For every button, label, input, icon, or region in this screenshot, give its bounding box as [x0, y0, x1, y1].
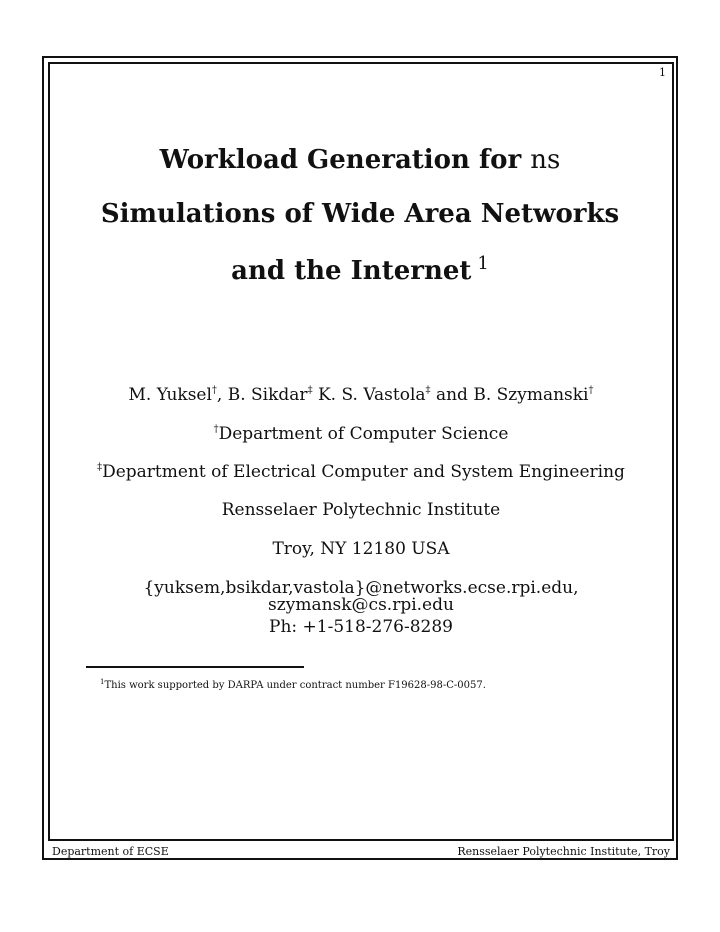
author-sikdar: , B. Sikdar	[216, 385, 308, 405]
author-mark: ‡	[307, 385, 313, 396]
author-mark: †	[211, 385, 217, 396]
phone-number: Ph: +1-518-276-8289	[269, 617, 453, 637]
email-list: {yuksem,bsikdar,vastola}@networks.ecse.rpi.edu, szymansk@cs.rpi.edu	[143, 578, 579, 615]
author-list	[48, 386, 674, 404]
address: Troy, NY 12180 USA	[272, 539, 450, 559]
title-line-3-text: and the Internet	[231, 256, 472, 286]
title-ns-text: ns	[530, 145, 561, 175]
footer-department: Department of ECSE	[52, 845, 169, 858]
author-mark: †	[588, 385, 594, 396]
title-line-3	[60, 255, 660, 284]
title-line-1	[60, 147, 660, 173]
affiliation-cs	[48, 425, 674, 443]
affiliation-ecse	[48, 463, 674, 481]
inner-frame	[48, 62, 674, 841]
footnote-mark: 1	[100, 678, 105, 686]
title-footnote-mark: 1	[477, 253, 489, 274]
author-vastola: K. S. Vastola	[312, 385, 426, 405]
footnote-text: This work supported by DARPA under contract number F19628-98-C-0057.	[104, 680, 486, 691]
author-mark: ‡	[425, 385, 431, 396]
dept-ecse-text: Department of Electrical Computer and System Engineering	[102, 462, 625, 482]
title-bold-text: Workload Generation for	[159, 145, 522, 175]
affiliation-mark: ‡	[97, 462, 103, 473]
page-number: 1	[659, 66, 666, 79]
author-szymanski: and B. Szymanski	[430, 385, 589, 405]
author-yuksel: M. Yuksel	[128, 385, 212, 405]
footnote	[100, 679, 486, 691]
dept-cs-text: Department of Computer Science	[218, 424, 509, 444]
affiliation-mark: †	[213, 424, 219, 435]
title-line-2: Simulations of Wide Area Networks	[100, 199, 620, 229]
footnote-rule	[86, 666, 304, 668]
institute-name: Rensselaer Polytechnic Institute	[221, 500, 501, 520]
footer-institute: Rensselaer Polytechnic Institute, Troy	[457, 845, 670, 858]
